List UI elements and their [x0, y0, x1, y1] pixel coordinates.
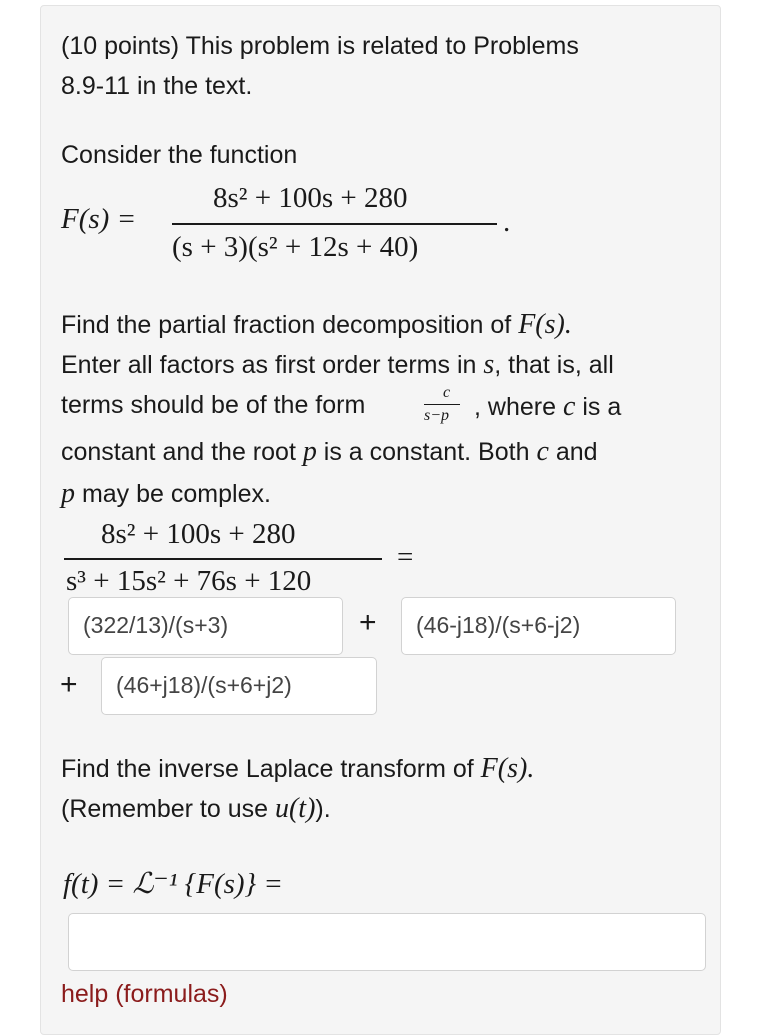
part1-line5-b: may be complex.: [81, 480, 271, 508]
form-fraction-bar: [424, 404, 460, 405]
decomp-numerator: 8s² + 100s + 280: [101, 518, 296, 550]
part1-line5-p: p: [61, 478, 75, 509]
part1-line2-b: , that is, all: [494, 351, 614, 379]
part2-line2-math: u(t): [274, 793, 316, 824]
part1-line1-text: Find the partial fraction decomposition of: [61, 311, 512, 339]
part1-line4-b: is a constant. Both: [323, 438, 530, 466]
decomp-denominator: s³ + 15s² + 76s + 120: [66, 565, 312, 597]
plus-sign-1: +: [359, 606, 377, 639]
answer-term-1-input[interactable]: (322/13)/(s+3): [68, 597, 343, 655]
part1-line1-math: F(s).: [518, 309, 572, 340]
intro-line-2: 8.9-11 in the text.: [61, 72, 253, 100]
part1-line3-a: terms should be of the form: [61, 391, 366, 419]
part2-line2-end: ).: [315, 795, 331, 823]
part1-line4-c: c: [536, 436, 549, 467]
consider-text: Consider the function: [61, 141, 298, 169]
part1-instruction-3b: [474, 391, 621, 423]
part2-line1-text: Find the inverse Laplace transform of: [61, 755, 474, 783]
part1-line4-d: and: [555, 438, 598, 466]
part1-instruction-2: [61, 349, 614, 381]
answer-term-3-input[interactable]: (46+j18)/(s+6+j2): [101, 657, 377, 715]
part1-line3-d: is a: [582, 393, 622, 421]
part1-line4-a: constant and the root: [61, 438, 296, 466]
part2-line1-math: F(s).: [480, 753, 535, 784]
part1-instruction-5: [61, 478, 271, 510]
part2-instruction-1: [61, 753, 534, 785]
form-numerator: c: [443, 384, 451, 401]
function-numerator: 8s² + 100s + 280: [213, 182, 408, 214]
inverse-laplace-input[interactable]: [68, 913, 706, 971]
function-denominator: (s + 3)(s² + 12s + 40): [172, 231, 419, 263]
function-fraction-bar: [172, 223, 497, 225]
form-denominator: s−p: [424, 407, 450, 424]
part1-line3-c: c: [562, 391, 576, 422]
help-formulas-link[interactable]: help (formulas): [61, 980, 228, 1008]
part1-instruction-1: [61, 309, 572, 341]
inverse-laplace-label: f(t) = ℒ⁻¹ {F(s)} =: [63, 868, 283, 900]
decomp-fraction-bar: [64, 558, 382, 560]
intro-line-1: (10 points) This problem is related to Problems: [61, 32, 579, 60]
plus-sign-2: +: [60, 668, 78, 701]
part1-instruction-4: [61, 436, 598, 468]
function-period: .: [503, 206, 511, 238]
part2-line2-text: (Remember to use: [61, 795, 269, 823]
equals-sign: =: [397, 541, 414, 573]
function-lhs: F(s) =: [61, 203, 137, 235]
part1-line2-s: s: [483, 349, 495, 380]
answer-term-2-input[interactable]: (46-j18)/(s+6-j2): [401, 597, 676, 655]
part2-instruction-2: [61, 793, 331, 825]
part1-line4-p: p: [302, 436, 317, 467]
part1-instruction-3: [61, 391, 365, 420]
part1-line2-a: Enter all factors as first order terms in: [61, 351, 477, 379]
part1-line3-b: , where: [474, 393, 556, 421]
